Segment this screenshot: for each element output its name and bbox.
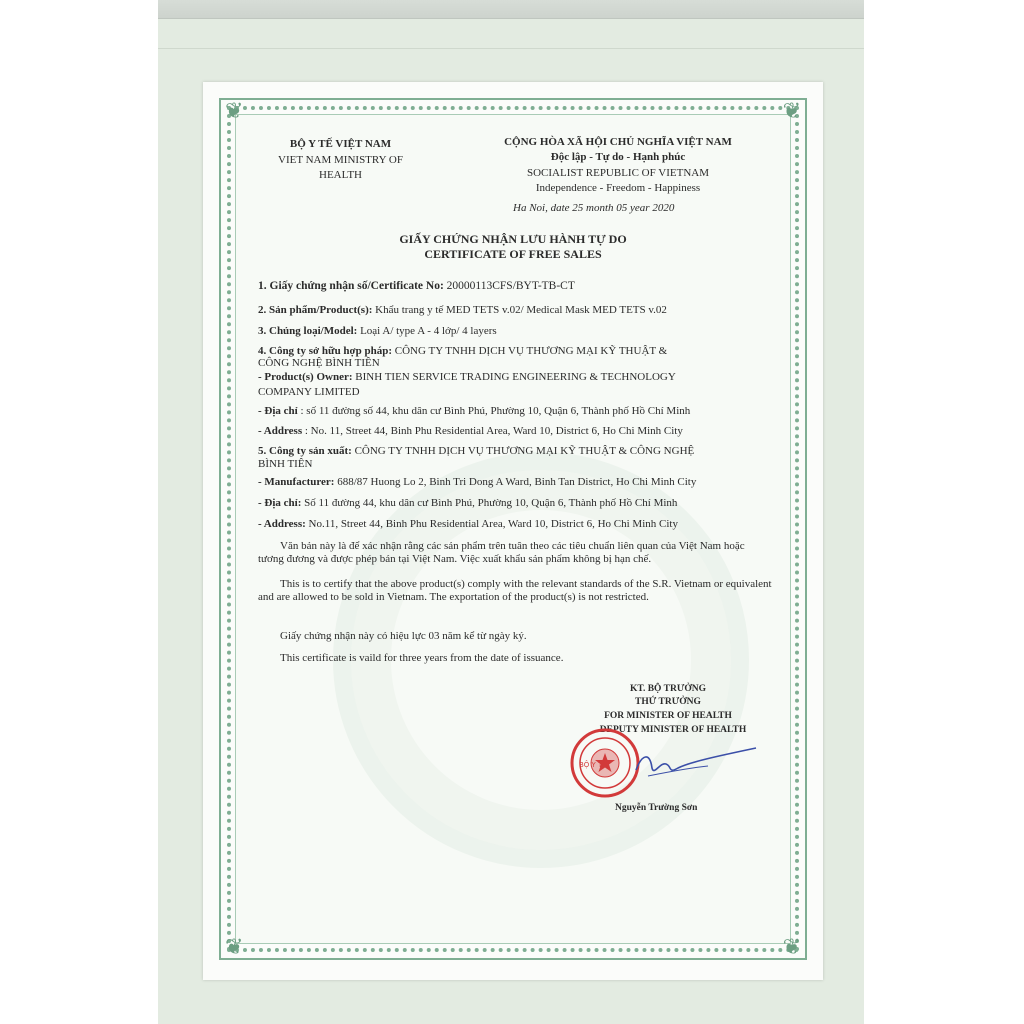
corner-ornament-icon: ❦ bbox=[782, 98, 801, 123]
corner-ornament-icon: ❦ bbox=[782, 934, 801, 959]
item-product: 2. Sản phẩm/Product(s): Khẩu trang y tế MED TETS v.02/ Medical Mask MED TETS v.02 bbox=[258, 304, 667, 316]
certification-text-vi: Văn bản này là để xác nhận rằng các sản phẩm trên tuân theo các tiêu chuẩn liên quan của Việt Nam hoặc tương đương và được phép bán tại Việt Nam. Việc xuất khẩu sản phẩm không bị hạn chế. bbox=[258, 540, 745, 565]
item-manufacturer-vi: 5. Công ty sản xuất: CÔNG TY TNHH DỊCH VỤ THƯƠNG MẠI KỸ THUẬT & CÔNG NGHỆ bbox=[258, 445, 695, 457]
issue-date: Ha Noi, date 25 month 05 year 2020 bbox=[513, 202, 675, 214]
item-manufacturer-address-en: - Address: No.11, Street 44, Binh Phu Residential Area, Ward 10, District 6, Ho Chi Minh City bbox=[258, 518, 678, 530]
item-owner-address-vi: - Địa chỉ : số 11 đường số 44, khu dân cư Bình Phú, Phường 10, Quận 6, Thành phố Hồ Chí Minh bbox=[258, 405, 691, 417]
republic-name-en: SOCIALIST REPUBLIC OF VIETNAM bbox=[526, 167, 710, 179]
item-manufacturer-vi-cont: BÌNH TIÊN bbox=[258, 458, 313, 470]
republic-name-vi: CỘNG HÒA XÃ HỘI CHỦ NGHĨA VIỆT NAM bbox=[504, 136, 732, 148]
stamp-text: BỘ Y TẾ bbox=[579, 761, 607, 769]
ministry-name-en-1: VIET NAM MINISTRY OF bbox=[278, 154, 403, 166]
certificate-page bbox=[203, 82, 823, 980]
top-bar bbox=[158, 0, 864, 19]
corner-ornament-icon: ❦ bbox=[225, 934, 244, 959]
item-owner-vi: 4. Công ty sở hữu hợp pháp: CÔNG TY TNHH DỊCH VỤ THƯƠNG MẠI KỸ THUẬT & bbox=[258, 345, 668, 357]
certification-text-en: This is to certify that the above product(s) comply with the relevant standards of the S.R. Vietnam or equivalent and are allowed to be sold in Vietnam. The exportation of the product(s) is not restricted. bbox=[258, 578, 772, 603]
title-vi: GIẤY CHỨNG NHẬN LƯU HÀNH TỰ DO bbox=[399, 232, 627, 246]
validity-text-vi: Giấy chứng nhận này có hiệu lực 03 năm kể từ ngày ký. bbox=[280, 630, 527, 642]
item-owner-address-en: - Address : No. 11, Street 44, Binh Phu Residential Area, Ward 10, District 6, Ho Chi Minh City bbox=[258, 425, 683, 437]
item-manufacturer-en: - Manufacturer: 688/87 Huong Lo 2, Binh Tri Dong A Ward, Binh Tan District, Ho Chi Minh City bbox=[258, 476, 697, 488]
item-owner-en: - Product(s) Owner: BINH TIEN SERVICE TRADING ENGINEERING & TECHNOLOGY bbox=[258, 371, 676, 383]
signatory-name: Nguyễn Trường Sơn bbox=[615, 803, 698, 813]
item-model: 3. Chủng loại/Model: Loại A/ type A - 4 lớp/ 4 layers bbox=[258, 325, 497, 337]
signatory-title-3: FOR MINISTER OF HEALTH bbox=[604, 711, 732, 721]
item-owner-en-cont: COMPANY LIMITED bbox=[258, 386, 360, 398]
ministry-name-vi: BỘ Y TẾ VIỆT NAM bbox=[289, 138, 392, 150]
viewer-background bbox=[158, 0, 864, 1024]
item-certificate-no: 1. Giấy chứng nhận số/Certificate No: 20000113CFS/BYT-TB-CT bbox=[258, 280, 575, 292]
item-owner-vi-cont: CÔNG NGHỆ BÌNH TIÊN bbox=[258, 357, 380, 369]
corner-ornament-icon: ❦ bbox=[225, 98, 244, 123]
handwritten-signature bbox=[628, 742, 758, 792]
signatory-title-1: KT. BỘ TRƯỞNG bbox=[629, 684, 707, 694]
validity-text-en: This certificate is vaild for three years from the date of issuance. bbox=[280, 652, 564, 664]
signatory-title-2: THỨ TRƯỞNG bbox=[635, 697, 701, 707]
item-manufacturer-address-vi: - Địa chỉ: Số 11 đường 44, khu dân cư Bình Phú, Phường 10, Quận 6, Thành phố Hồ Chí Minh bbox=[258, 497, 678, 509]
divider bbox=[158, 48, 864, 49]
signatory-title-4: DEPUTY MINISTER OF HEALTH bbox=[599, 725, 747, 735]
motto-en: Independence - Freedom - Happiness bbox=[535, 182, 701, 194]
ministry-name-en-2: HEALTH bbox=[319, 169, 362, 181]
title-en: CERTIFICATE OF FREE SALES bbox=[424, 247, 602, 261]
motto-vi: Độc lập - Tự do - Hạnh phúc bbox=[550, 151, 686, 163]
